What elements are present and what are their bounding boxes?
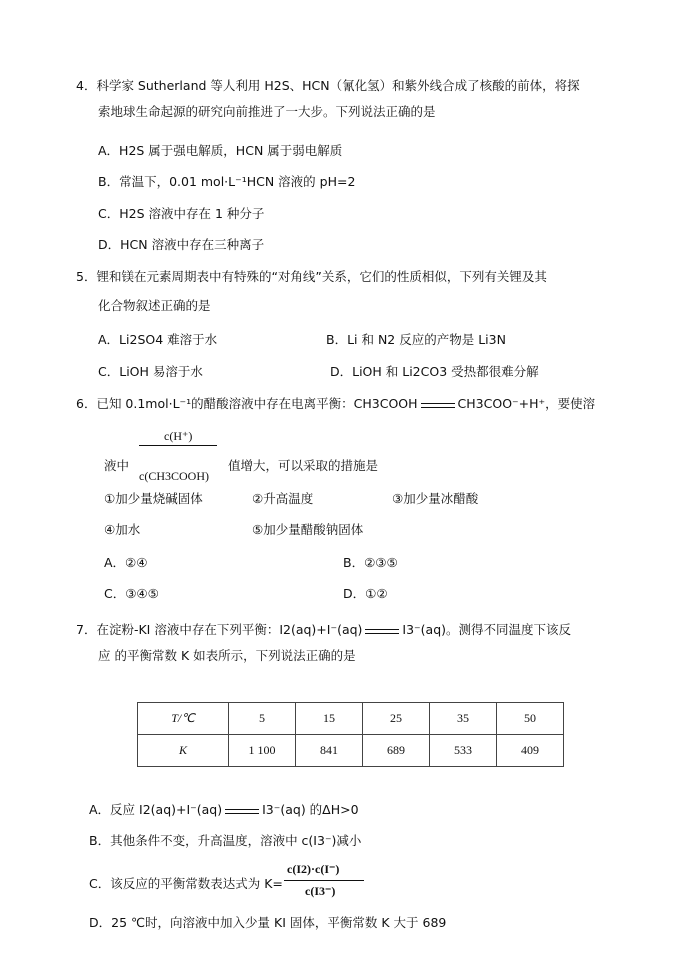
- table-cell: 15: [296, 703, 363, 735]
- q7-stem-line2: 应 的平衡常数 K 如表所示，下列说法正确的是: [98, 648, 356, 663]
- q7-option-c-numerator: c(I2)·c(I⁻): [287, 862, 340, 876]
- q6-measure-3: ③加少量冰醋酸: [392, 491, 479, 506]
- q6-fraction-denominator: c(CH3COOH): [139, 469, 209, 483]
- q6-stem-line1: [76, 396, 595, 412]
- q6-line2-prefix: 液中: [104, 458, 130, 473]
- equilibrium-arrow-icon: [225, 807, 259, 815]
- q7-option-c-fraction-bar: [284, 880, 364, 881]
- table-cell: 1 100: [229, 735, 296, 767]
- q5-option-a: A．Li2SO4 难溶于水: [98, 332, 218, 347]
- q6-option-c: C．③④⑤: [104, 586, 159, 601]
- table-cell: 25: [363, 703, 430, 735]
- q6-stem-prefix: 6．已知 0.1mol·L⁻¹的醋酸溶液中存在电离平衡：CH3COOH: [76, 396, 418, 411]
- q7-option-a: [89, 802, 359, 818]
- table-header-k: K: [138, 735, 229, 767]
- q5-option-b: B．Li 和 N2 反应的产物是 Li3N: [326, 332, 506, 347]
- q5-stem-line2: 化合物叙述正确的是: [98, 298, 211, 313]
- q5-option-d: D．LiOH 和 Li2CO3 受热都很难分解: [330, 364, 539, 379]
- table-cell: 409: [497, 735, 564, 767]
- table-cell: 35: [430, 703, 497, 735]
- table-header-temperature: T/℃: [138, 703, 229, 735]
- equilibrium-arrow-icon: [365, 627, 399, 635]
- q6-fraction-bar: [139, 445, 217, 446]
- q4-option-a: A．H2S 属于强电解质，HCN 属于弱电解质: [98, 143, 343, 158]
- q6-measure-1: ①加少量烧碱固体: [104, 491, 203, 506]
- equilibrium-arrow-icon: [421, 401, 455, 409]
- q6-option-b: B．②③⑤: [343, 555, 398, 570]
- table-cell: 533: [430, 735, 497, 767]
- table-cell: 841: [296, 735, 363, 767]
- table-row: [138, 735, 564, 767]
- q7-stem-line1: [76, 622, 571, 638]
- q6-option-a: A．②④: [104, 555, 148, 570]
- q6-stem-suffix: CH3COO⁻+H⁺，要使溶: [457, 396, 596, 411]
- q4-option-b: B．常温下，0.01 mol·L⁻¹HCN 溶液的 pH=2: [98, 174, 356, 189]
- q7-option-c-prefix: C．该反应的平衡常数表达式为 K=: [89, 876, 283, 891]
- q7-option-a-suffix: I3⁻(aq) 的ΔH>0: [262, 802, 359, 817]
- q4-option-d: D．HCN 溶液中存在三种离子: [98, 237, 265, 252]
- q7-stem-suffix: I3⁻(aq)。测得不同温度下该反: [402, 622, 572, 637]
- q7-option-b: B．其他条件不变，升高温度，溶液中 c(I3⁻)减小: [89, 833, 362, 848]
- q6-option-d: D．①②: [343, 586, 388, 601]
- q7-option-c-denominator: c(I3⁻): [305, 884, 336, 898]
- table-cell: 689: [363, 735, 430, 767]
- q7-option-a-prefix: A．反应 I2(aq)+I⁻(aq): [89, 802, 223, 817]
- q4-stem-line2: 索地球生命起源的研究向前推进了一大步。下列说法正确的是: [98, 104, 436, 119]
- q7-option-d: D．25 ℃时，向溶液中加入少量 KI 固体，平衡常数 K 大于 689: [89, 915, 447, 930]
- q4-stem-line1: 4．科学家 Sutherland 等人利用 H2S、HCN（氰化氢）和紫外线合成了核酸的前体，将探: [76, 78, 580, 93]
- table-cell: 5: [229, 703, 296, 735]
- q5-stem-line1: 5．锂和镁在元素周期表中有特殊的“对角线”关系，它们的性质相似，下列有关锂及其: [76, 269, 547, 284]
- q5-option-c: C．LiOH 易溶于水: [98, 364, 203, 379]
- q4-option-c: C．H2S 溶液中存在 1 种分子: [98, 206, 265, 221]
- q6-measure-5: ⑤加少量醋酸钠固体: [252, 522, 364, 537]
- q6-line2-suffix: 值增大，可以采取的措施是: [228, 458, 379, 473]
- equilibrium-constant-table: [137, 702, 564, 767]
- q6-measure-4: ④加水: [104, 522, 141, 537]
- table-row: [138, 703, 564, 735]
- table-cell: 50: [497, 703, 564, 735]
- q6-fraction-numerator: c(H⁺): [164, 429, 193, 443]
- q6-measure-2: ②升高温度: [252, 491, 314, 506]
- q7-stem-prefix: 7．在淀粉-KI 溶液中存在下列平衡：I2(aq)+I⁻(aq): [76, 622, 363, 637]
